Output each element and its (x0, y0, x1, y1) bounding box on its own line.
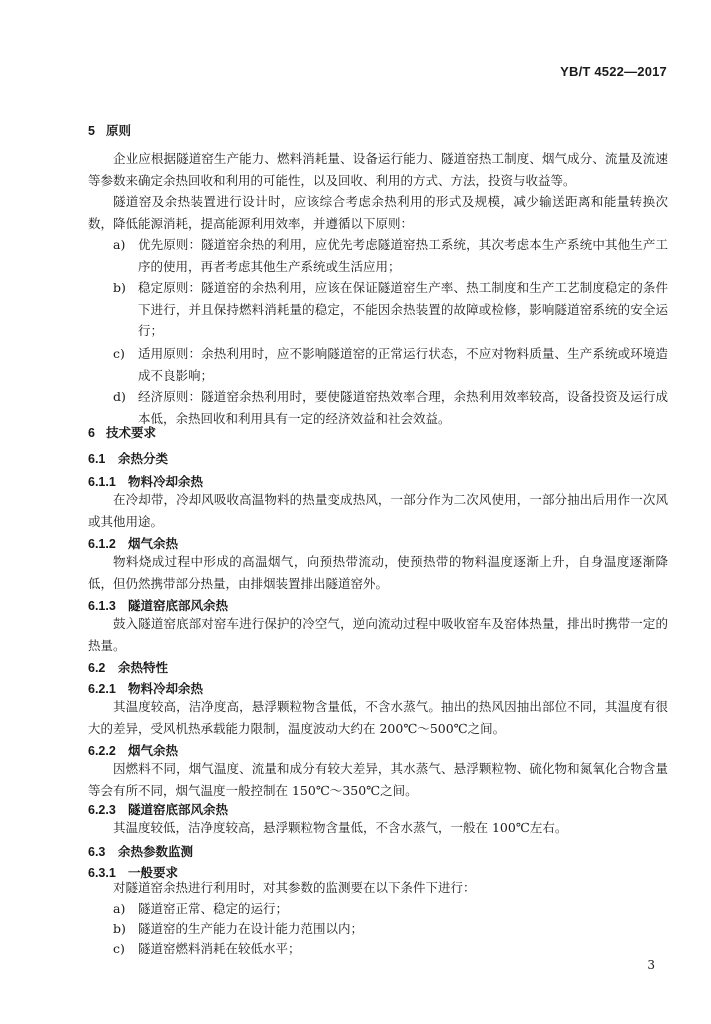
subsubsection-heading (88, 534, 178, 552)
list-text: 稳定原则：隧道窑的余热利用，应该在保证隧道窑生产率、热工制度和生产工艺制度稳定的条件下进行，并且保持燃料消耗量的稳定，不能因余热装置的故障或检修，影响隧道窑系统的安全运行； (138, 280, 668, 338)
section-number: 6 (88, 426, 95, 440)
subsubsection-number: 6.2.2 (88, 744, 116, 758)
subsubsection-title: 烟气余热 (128, 537, 179, 551)
subsubsection-title: 烟气余热 (128, 744, 179, 758)
subsection-title: 余热特性 (118, 661, 169, 675)
subsubsection-number: 6.3.1 (88, 866, 116, 880)
section-5-heading (88, 121, 131, 139)
list-item (88, 277, 668, 342)
subsection-number: 6.3 (88, 845, 106, 859)
paragraph: 企业应根据隧道窑生产能力、燃料消耗量、设备运行能力、隧道窑热工制度、烟气成分、流量及流速等参数来确定余热回收和利用的可能性，以及回收、利用的方式、方法，投资与收益等。 (88, 151, 668, 188)
list-label: b) (113, 921, 126, 936)
list-label: b) (113, 280, 126, 295)
subsubsection-number: 6.2.1 (88, 682, 116, 696)
list-label: c) (113, 941, 125, 956)
list-text: 适用原则：余热利用时，应不影响隧道窑的正常运行状态，不应对物料质量、生产系统或环境造成不良影响； (138, 346, 668, 383)
list-label: a) (113, 901, 126, 916)
paragraph: 隧道窑及余热装置进行设计时，应该综合考虑余热利用的形式及规模，减少输送距离和能量转换次数，降低能源消耗，提高能源利用效率，并遵循以下原则： (88, 194, 668, 231)
list-item (88, 938, 668, 960)
subsection-number: 6.1 (88, 452, 106, 466)
subsubsection-number: 6.1.2 (88, 537, 116, 551)
section-6-heading (88, 423, 156, 441)
paragraph: 对隧道窑余热进行利用时，对其参数的监测要在以下条件下进行： (113, 880, 476, 895)
paragraph: 其温度较低，洁净度较高，悬浮颗粒物含量低，不含水蒸气，一般在 100℃左右。 (113, 820, 568, 835)
subsubsection-heading (88, 472, 203, 490)
paragraph: 在冷却带，冷却风吸收高温物料的热量变成热风，一部分作为二次风使用，一部分抽出后用作一次风或其他用途。 (88, 492, 668, 529)
section-title: 原则 (106, 124, 132, 138)
subsection-heading (88, 658, 168, 676)
subsubsection-title: 物料冷却余热 (128, 475, 204, 489)
subsubsection-heading (88, 741, 178, 759)
subsubsection-title: 隧道窑底部风余热 (128, 599, 229, 613)
section-number: 5 (88, 124, 95, 138)
subsection-heading (88, 842, 193, 860)
paragraph: 鼓入隧道窑底部对窑车进行保护的冷空气，逆向流动过程中吸收窑车及窑体热量，排出时携带一定的热量。 (88, 616, 668, 653)
subsubsection-heading (88, 800, 228, 818)
subsection-number: 6.2 (88, 661, 106, 675)
subsubsection-heading (88, 679, 203, 697)
list-item (88, 386, 668, 429)
subsubsection-heading (88, 596, 228, 614)
subsubsection-title: 隧道窑底部风余热 (128, 803, 229, 817)
section-title: 技术要求 (106, 426, 157, 440)
subsubsection-number: 6.2.3 (88, 803, 116, 817)
list-text: 隧道窑燃料消耗在较低水平； (138, 941, 301, 956)
list-text: 隧道窑正常、稳定的运行； (138, 901, 289, 916)
list-label: a) (113, 237, 126, 252)
list-label: c) (113, 346, 125, 361)
list-label: d) (113, 389, 126, 404)
subsection-title: 余热参数监测 (118, 845, 194, 859)
subsubsection-title: 物料冷却余热 (128, 682, 204, 696)
list-text: 隧道窑的生产能力在设计能力范围以内； (138, 921, 364, 936)
list-text: 优先原则：隧道窑余热的利用，应优先考虑隧道窑热工系统，其次考虑本生产系统中其他生产工序的使用，再者考虑其他生产系统或生活应用； (138, 237, 668, 274)
list-text: 经济原则：隧道窑余热利用时，要使隧道窑热效率合理，余热利用效率较高，设备投资及运行成本低，余热回收和利用具有一定的经济效益和社会效益。 (138, 389, 668, 426)
list-item (88, 898, 668, 920)
list-item (88, 918, 668, 940)
list-item (88, 343, 668, 386)
subsubsection-number: 6.1.1 (88, 475, 116, 489)
page-number: 3 (647, 958, 655, 972)
paragraph: 因燃料不同，烟气温度、流量和成分有较大差异，其水蒸气、悬浮颗粒物、硫化物和氮氧化合物含量等会有所不同，烟气温度一般控制在 150℃～350℃之间。 (88, 761, 668, 798)
list-item (88, 234, 668, 277)
paragraph: 物料烧成过程中形成的高温烟气，向预热带流动，使预热带的物料温度逐渐上升，自身温度逐渐降低，但仍然携带部分热量，由排烟装置排出隧道窑外。 (88, 554, 668, 591)
standard-code: YB/T 4522—2017 (560, 64, 667, 79)
subsection-heading (88, 449, 168, 467)
subsection-title: 余热分类 (118, 452, 169, 466)
subsubsection-number: 6.1.3 (88, 599, 116, 613)
paragraph: 其温度较高，洁净度高，悬浮颗粒物含量低，不含水蒸气。抽出的热风因抽出部位不同，其温度有很大的差异，受风机热承载能力限制，温度波动大约在 200℃～500℃之间。 (88, 699, 668, 736)
subsubsection-title: 一般要求 (128, 866, 179, 880)
